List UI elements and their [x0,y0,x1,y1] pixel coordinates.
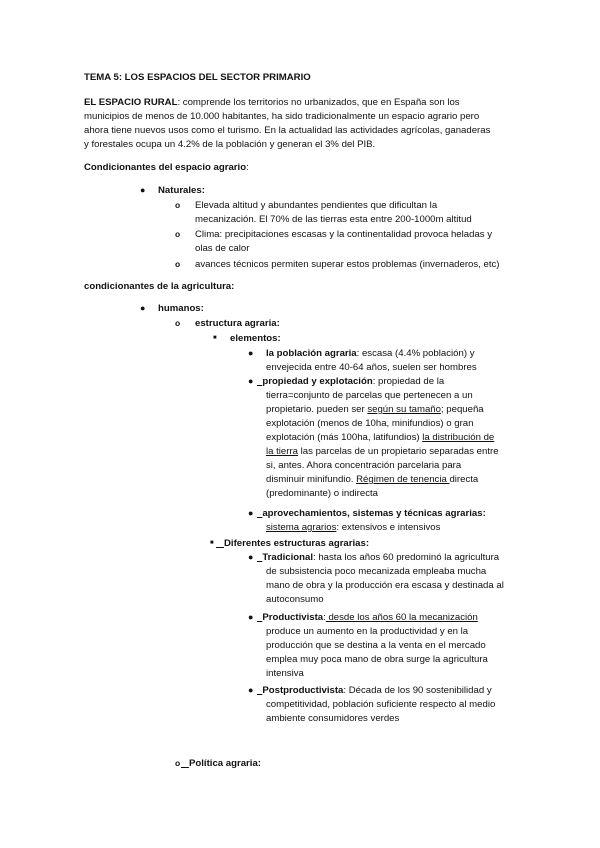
list-item-line: propietario. pueden ser según su tamaño; pequeña [266,404,484,415]
intro-line-2: municipios de menos de 10.000 habitantes, ha sido tradicionalmente un espacio agrario pero [84,111,480,122]
list-item-line: la población agraria: escasa (4.4% población) y [266,348,475,359]
list-item-line: olas de calor [195,243,250,254]
bullet-dot-icon: ● [248,612,254,622]
bullet-circle-icon: o [175,758,181,768]
list-item-naturales: Naturales: [158,185,205,196]
list-item-estructura: estructura agraria: [195,318,280,329]
list-item-line: mano de obra y la producción era escasa y destinada al [266,580,504,591]
list-item-line: Postproductivista: Década de los 90 sostenibilidad y [262,685,492,696]
intro-label: EL ESPACIO RURAL [84,97,178,108]
page-title: TEMA 5: LOS ESPACIOS DEL SECTOR PRIMARIO [84,72,311,83]
list-item-line: Elevada altitud y abundantes pendientes que dificultan la [195,200,438,211]
bullet-circle-icon: o [175,259,181,269]
list-item-line: producción que se destina a la venta en el mercado [266,640,486,651]
bullet-square-icon: ■ [210,540,214,546]
list-item-line: intensiva [266,668,304,679]
list-item-line: disminuir minifundio. Régimen de tenencia directa [266,474,479,485]
list-item-diferentes: Diferentes estructuras agrarias: [224,538,370,549]
bullet-dot-icon: ● [248,552,254,562]
list-item-line: produce un aumento en la productividad y en la [266,626,469,637]
list-item-humanos: humanos: [158,303,204,314]
list-item-line: tierra=conjunto de parcelas que pertenecen a un [266,390,473,401]
list-item-line: Productivista: desde los años 60 la mecanización [262,612,478,623]
list-item-line: si, antes. Ahora concentración parcelaria para [266,460,462,471]
list-item-line: explotación (más 100ha, latifundios) la distribución de [266,432,495,443]
list-item-line: sistema agrarios: extensivos e intensivos [266,522,441,533]
bullet-circle-icon: o [175,229,181,239]
bullet-dot-icon: ● [140,185,146,195]
section-heading-espacio: Condicionantes del espacio agrario: [84,162,249,173]
list-item-line: de subsistencia poco mecanizada empleaba mucha [266,566,487,577]
list-item-line: envejecida entre 40-64 años, suelen ser hombres [266,362,477,373]
intro-line-4: y forestales ocupa un 4.2% de la población y generan el 3% del PIB. [84,139,376,150]
list-item-line: (predominante) o indirecta [266,488,378,499]
bullet-square-icon: ■ [213,335,217,341]
list-item-line: competitividad, población suficiente respecto al medio [266,699,496,710]
list-item-line: emplea muy poca mano de obra surge la agricultura [266,654,488,665]
list-item-line: propiedad y explotación: propiedad de la [262,376,445,387]
bullet-dot-icon: ● [248,376,254,386]
list-item-elementos: elementos: [230,333,281,344]
list-item-line: ambiente consumidores verdes [266,713,400,724]
list-item-line: Tradicional: hasta los años 60 predominó la agricultura [262,552,500,563]
list-item-line: aprovechamientos, sistemas y técnicas agrarias: [262,508,486,519]
list-item-line: Clima: precipitaciones escasas y la continentalidad provoca heladas y [195,229,493,240]
intro-line-1: EL ESPACIO RURAL: comprende los territorios no urbanizados, que en España son los [84,97,460,108]
bullet-circle-icon: o [175,318,181,328]
list-item-line: avances técnicos permiten superar estos problemas (invernaderos, etc) [195,259,500,270]
bullet-dot-icon: ● [248,508,254,518]
list-item-line: mecanización. El 70% de las tierras esta entre 200-1000m altitud [195,214,472,225]
intro-line-3: ahora tiene nuevos usos como el turismo. En la actualidad las actividades agrícolas, ganaderas [84,125,491,136]
bullet-circle-icon: o [175,200,181,210]
section-heading-agricultura: condicionantes de la agricultura: [84,281,235,292]
list-item-line: explotación (menos de 10ha, minifundios) o gran [266,418,474,429]
bullet-dot-icon: ● [140,303,146,313]
bullet-dot-icon: ● [248,348,254,358]
list-item-line: la tierra las parcelas de un propietario separadas entre [266,446,499,457]
list-item-politica: Política agraria: [189,758,261,769]
list-item-line: autoconsumo [266,594,324,605]
bullet-dot-icon: ● [248,685,254,695]
